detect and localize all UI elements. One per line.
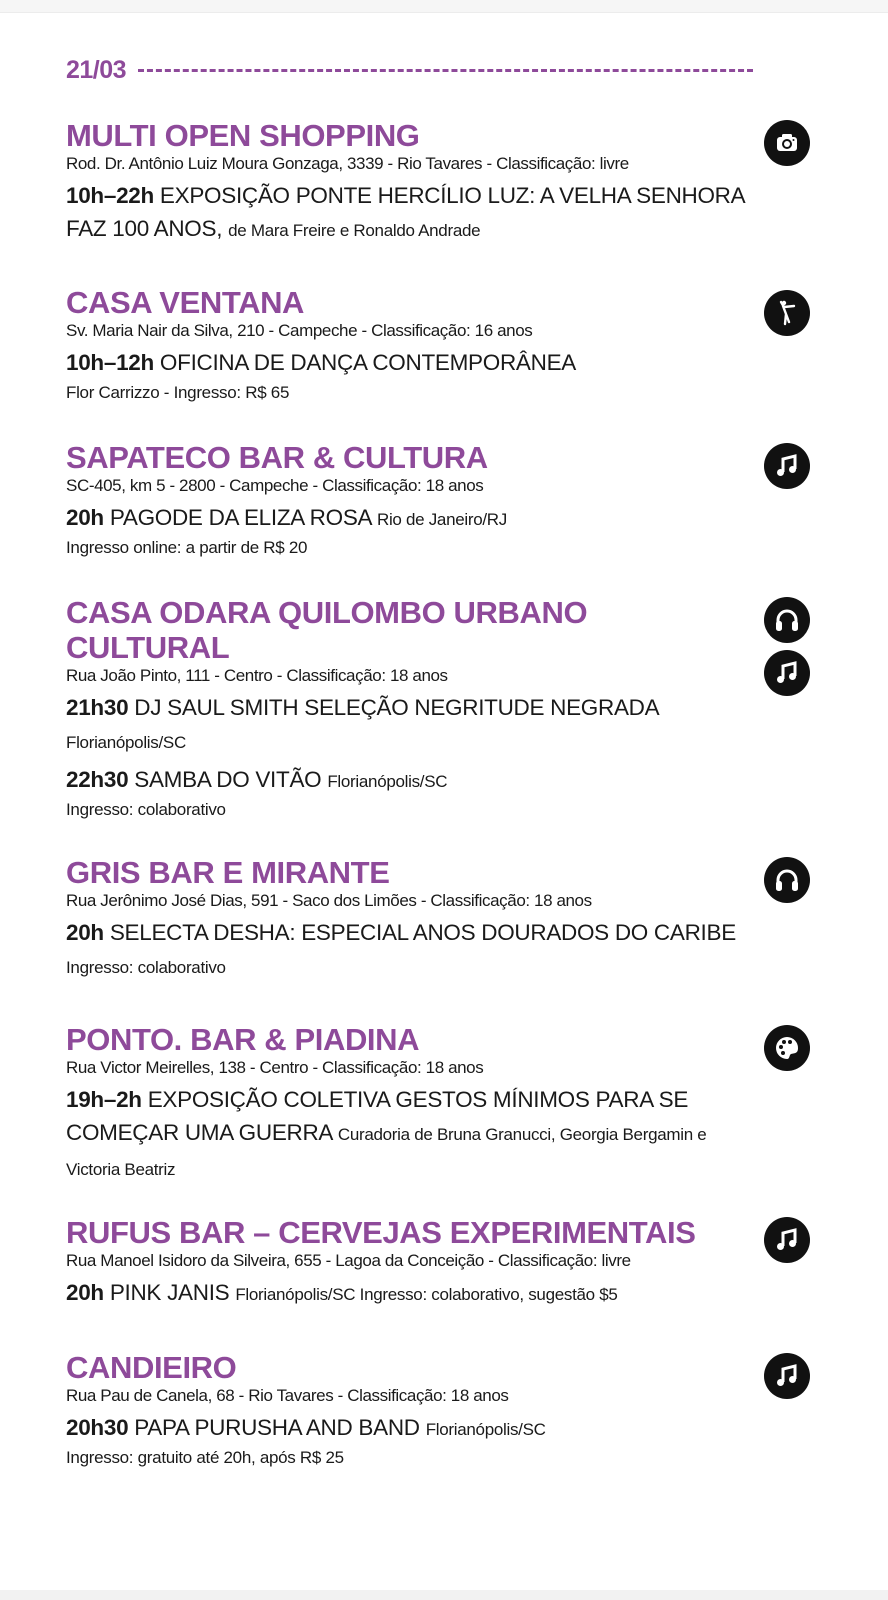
venue-address: Rua Manoel Isidoro da Silveira, 655 - Lagoa da Conceição - Classificação: livre — [66, 1251, 631, 1270]
date-header — [66, 56, 753, 85]
event-line — [66, 1083, 756, 1186]
venue-address: Rua João Pinto, 111 - Centro - Classificação: 18 anos — [66, 666, 448, 685]
event-line — [66, 346, 756, 381]
music-icon — [764, 1217, 810, 1263]
event-title: EXPOSIÇÃO COLETIVA GESTOS MÍNIMOS PARA SE COMEÇAR UMA GUERRA — [66, 1087, 689, 1145]
top-bar — [0, 0, 888, 13]
venue-entry — [66, 118, 756, 247]
venue-name: RUFUS BAR – CERVEJAS EXPERIMENTAIS — [66, 1215, 696, 1250]
event-details: Florianópolis/SC — [425, 1420, 546, 1439]
event-line — [66, 691, 756, 759]
venue-name: CASA ODARA QUILOMBO URBANO CULTURAL — [66, 595, 588, 665]
venue-address: Rua Pau de Canela, 68 - Rio Tavares - Classificação: 18 anos — [66, 1386, 509, 1405]
event-time: 10h–12h — [66, 350, 154, 375]
event-details: de Mara Freire e Ronaldo Andrade — [228, 221, 481, 240]
event-note: Ingresso online: a partir de R$ 20 — [66, 538, 308, 557]
event-title: PAGODE DA ELIZA ROSA — [109, 505, 372, 530]
event-title: SELECTA DESHA: ESPECIAL ANOS DOURADOS DO CARIBE — [109, 920, 736, 945]
event-line — [66, 1276, 756, 1311]
music-icon — [764, 443, 810, 489]
venue-address: SC-405, km 5 - 2800 - Campeche - Classificação: 18 anos — [66, 476, 484, 495]
event-time: 20h — [66, 505, 104, 530]
event-details: Florianópolis/SC Ingresso: colaborativo, sugestão $5 — [235, 1285, 618, 1304]
event-details: Rio de Janeiro/RJ — [376, 510, 507, 529]
event-line — [66, 1411, 756, 1446]
palette-icon — [764, 1025, 810, 1071]
venue-entry — [66, 440, 756, 560]
camera-icon — [764, 120, 810, 166]
event-note: Ingresso: gratuito até 20h, após R$ 25 — [66, 1448, 344, 1467]
venue-name: PONTO. BAR & PIADINA — [66, 1022, 420, 1057]
venue-entry — [66, 1022, 756, 1186]
venue-name: CANDIEIRO — [66, 1350, 237, 1385]
venue-address: Rua Victor Meirelles, 138 - Centro - Classificação: 18 anos — [66, 1058, 484, 1077]
venue-address: Rod. Dr. Antônio Luiz Moura Gonzaga, 3339 - Rio Tavares - Classificação: livre — [66, 154, 629, 173]
event-title: PAPA PURUSHA AND BAND — [134, 1415, 420, 1440]
venue-entry — [66, 595, 756, 822]
music-icon — [764, 650, 810, 696]
dashed-divider — [138, 69, 753, 72]
venue-address: Rua Jerônimo José Dias, 591 - Saco dos Limões - Classificação: 18 anos — [66, 891, 592, 910]
venue-entry — [66, 855, 756, 984]
event-line — [66, 763, 756, 798]
event-time: 10h–22h — [66, 183, 154, 208]
event-time: 20h30 — [66, 1415, 129, 1440]
venue-entry — [66, 1215, 756, 1311]
music-icon — [764, 1353, 810, 1399]
event-details: Florianópolis/SC — [66, 733, 186, 752]
headphones-icon — [764, 857, 810, 903]
event-details: Curadoria de Bruna Granucci, Georgia Bergamin e Victoria Beatriz — [66, 1125, 707, 1179]
event-note: Ingresso: colaborativo — [66, 800, 226, 819]
dance-icon — [764, 290, 810, 336]
event-time: 20h — [66, 1280, 104, 1305]
event-time: 21h30 — [66, 695, 129, 720]
date-label: 21/03 — [66, 56, 127, 84]
headphones-icon — [764, 597, 810, 643]
event-time: 19h–2h — [66, 1087, 142, 1112]
event-title: PINK JANIS — [109, 1280, 230, 1305]
venue-name: GRIS BAR E MIRANTE — [66, 855, 390, 890]
event-details: Ingresso: colaborativo — [66, 958, 226, 977]
event-time: 22h30 — [66, 767, 129, 792]
event-line — [66, 916, 756, 984]
event-line — [66, 501, 756, 536]
venue-name: MULTI OPEN SHOPPING — [66, 118, 420, 153]
event-title: DJ SAUL SMITH SELEÇÃO NEGRITUDE NEGRADA — [134, 695, 659, 720]
event-title: SAMBA DO VITÃO — [134, 767, 322, 792]
venue-address: Sv. Maria Nair da Silva, 210 - Campeche - Classificação: 16 anos — [66, 321, 533, 340]
venue-entry — [66, 1350, 756, 1470]
event-time: 20h — [66, 920, 104, 945]
venue-name: SAPATECO BAR & CULTURA — [66, 440, 488, 475]
event-line — [66, 179, 756, 247]
event-title: EXPOSIÇÃO PONTE HERCÍLIO LUZ: A VELHA SENHORA FAZ 100 ANOS, — [66, 183, 745, 241]
event-details: Florianópolis/SC — [327, 772, 448, 791]
event-title: OFICINA DE DANÇA CONTEMPORÂNEA — [159, 350, 576, 375]
event-note: Flor Carrizzo - Ingresso: R$ 65 — [66, 383, 290, 402]
bottom-bar — [0, 1590, 888, 1600]
venue-name: CASA VENTANA — [66, 285, 305, 320]
venue-entry — [66, 285, 756, 405]
